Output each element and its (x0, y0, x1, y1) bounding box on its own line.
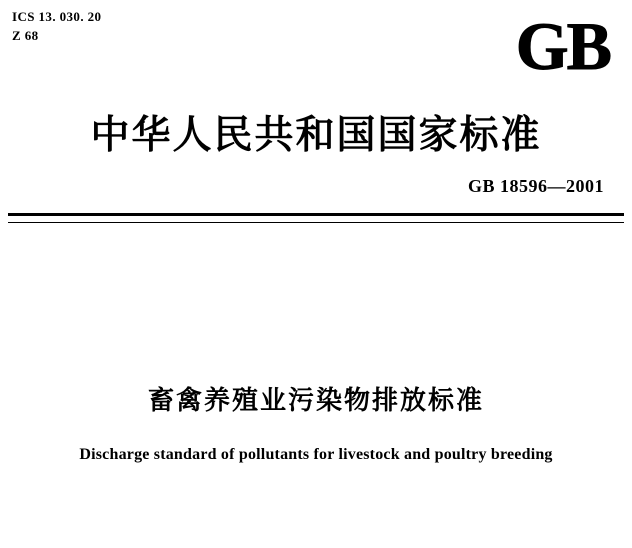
ics-block (12, 8, 101, 46)
divider-thin (8, 222, 624, 223)
document-title-chinese: 畜禽养殖业污染物排放标准 (147, 386, 484, 416)
divider-thick (8, 213, 624, 216)
document-title-english: Discharge standard of pollutants for livestock and poultry breeding (79, 446, 553, 463)
classification-code: Z 68 (12, 27, 39, 43)
gb-emblem-icon: GB (515, 8, 610, 84)
standard-number: GB 18596—2001 (467, 176, 604, 196)
issuing-body-title: 中华人民共和国国家标准 (90, 113, 542, 158)
ics-code: ICS 13. 030. 20 (12, 9, 102, 24)
